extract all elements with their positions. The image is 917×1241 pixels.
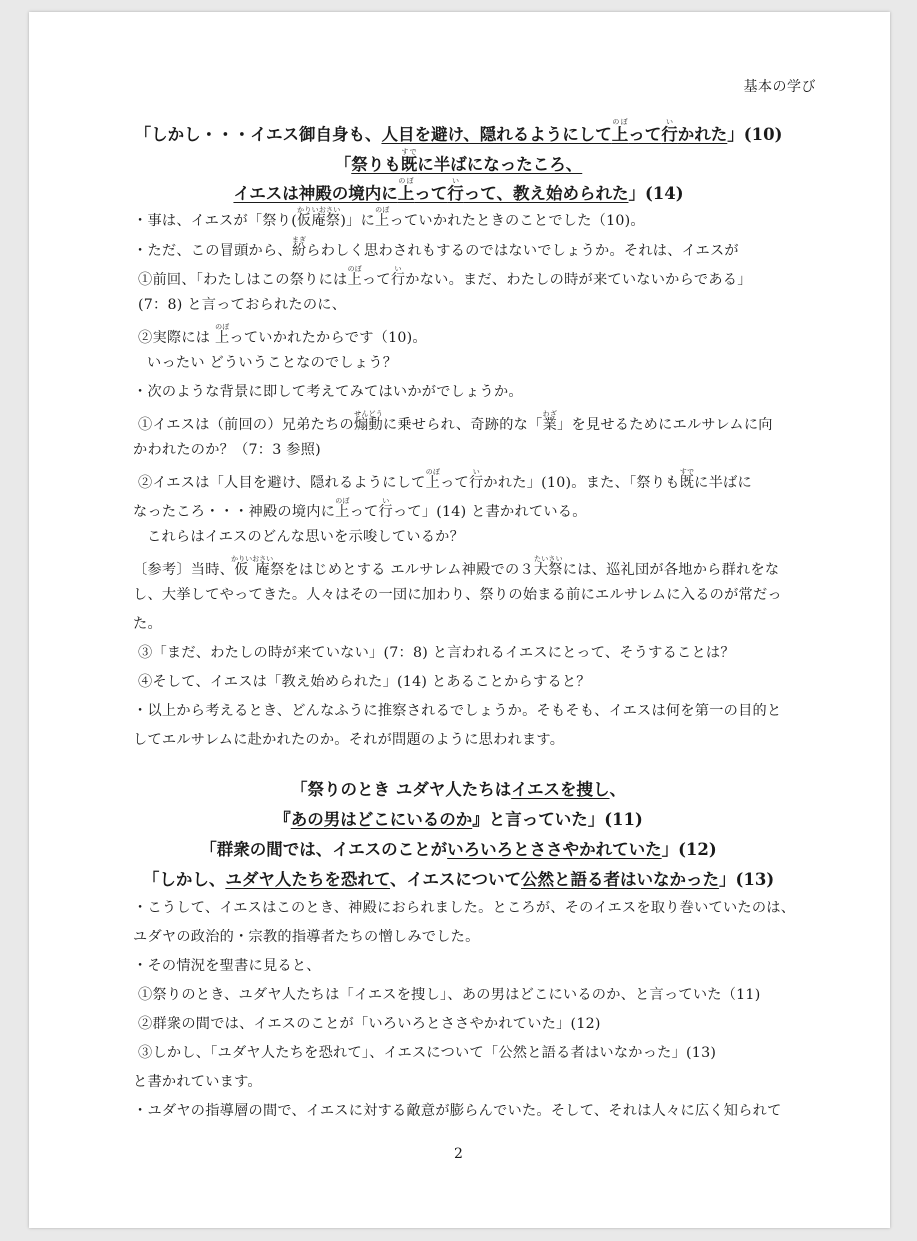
body-line: ・事は、イエスが「祭り(仮庵祭かりいおさい)」に上のぼっていかれたときのことでした（10)。 [133,206,645,229]
page-number: 2 [454,1146,463,1162]
body-line: ユダヤの政治的・宗教的指導者たちの憎しみでした。 [133,929,480,945]
section1-title-line1: 「しかし・・・イエス御自身も、人目を避け、隠れるようにして上のぼって行いかれた」(10) [134,118,783,144]
section2-title-line1: 「祭りのとき ユダヤ人たちはイエスを捜し、 [290,780,627,799]
body-line: ③しかし、「ユダヤ人たちを恐れて」、イエスについて「公然と語る者はいなかった」(13) [138,1045,717,1061]
body-line: これらはイエスのどんな思いを示唆しているか？ [147,529,465,545]
body-line: ・その情況を聖書に見ると、 [133,958,321,974]
body-line: ・ただ、この冒頭から、紛まぎらわしく思わされもするのではないでしょうか。それは、イエスが [133,236,739,259]
section2-title-line4: 「しかし、ユダヤ人たちを恐れて、イエスについて公然と語る者はいなかった」(13) [142,870,775,889]
body-line: 〔参考〕当時、仮庵かりいおさい祭をはじめとする エルサレム神殿での３大祭たいさいには、巡礼団が各地から群れをな [133,555,780,578]
header-title: 基本の学び [743,79,816,95]
body-line: ①イエスは（前回の）兄弟たちの煽動せんどうに乗せられ、奇跡的な「業わざ」を見せるためにエルサレムに向 [138,410,773,433]
body-line: かわれたのか？（7：3 参照) [133,442,321,458]
body-line: ・こうして、イエスはこのとき、神殿におられました。ところが、そのイエスを取り巻いていたのは、 [133,900,796,916]
body-line: ・次のような背景に即して考えてみてはいかがでしょうか。 [133,384,523,400]
body-line: ②イエスは「人目を避け、隠れるようにして上のぼって行いかれた」(10)。また、「祭りも既すでに半ばに [138,468,752,491]
section1-title-line3: イエスは神殿の境内に上のぼって行いって、教え始められた」(14) [233,177,684,203]
body-line: ②実際には 上のぼっていかれたからです（10)。 [138,323,427,346]
body-line: と書かれています。 [133,1074,262,1090]
body-line: してエルサレムに赴かれたのか。それが問題のように思われます。 [133,732,565,748]
body-line: (7：8) と言っておられたのに、 [138,297,347,313]
body-line: いったい どういうことなのでしょう？ [147,355,398,371]
body-line: ③「まだ、わたしの時が来ていない」(7：8) と言われるイエスにとって、そうすることは？ [138,645,735,661]
section2-title-line2: 『あの男はどこにいるのか』と言っていた」(11) [274,810,643,829]
body-line: た。 [133,616,162,632]
body-line: なったころ・・・神殿の境内に上のぼって行いって」(14) と書かれている。 [133,497,587,520]
body-line: ・以上から考えるとき、どんなふうに推察されるでしょうか。そもそも、イエスは何を第一の目的と [133,703,782,719]
body-line: し、大挙してやってきた。人々はその一団に加わり、祭りの始まる前にエルサレムに入るのが常だっ [133,587,782,603]
body-line: ①祭りのとき、ユダヤ人たちは「イエスを捜し」、あの男はどこにいるのか、と言っていた（11) [138,987,761,1003]
section1-title-line2: 「祭りも既すでに半ばになったころ、 [334,148,583,174]
body-line: ・ユダヤの指導層の間で、イエスに対する敵意が膨らんでいた。そして、それは人々に広く知られて [133,1103,782,1119]
body-line: ④そして、イエスは「教え始められた」(14) とあることからすると？ [138,674,591,690]
section2-title-line3: 「群衆の間では、イエスのことがいろいろとささやかれていた」(12) [200,840,717,859]
body-line: ①前回、「わたしはこの祭りには上のぼって行いかない。まだ、わたしの時が来ていないからである」 [138,265,752,288]
body-line: ②群衆の間では、イエスのことが「いろいろとささやかれていた」(12) [138,1016,601,1032]
